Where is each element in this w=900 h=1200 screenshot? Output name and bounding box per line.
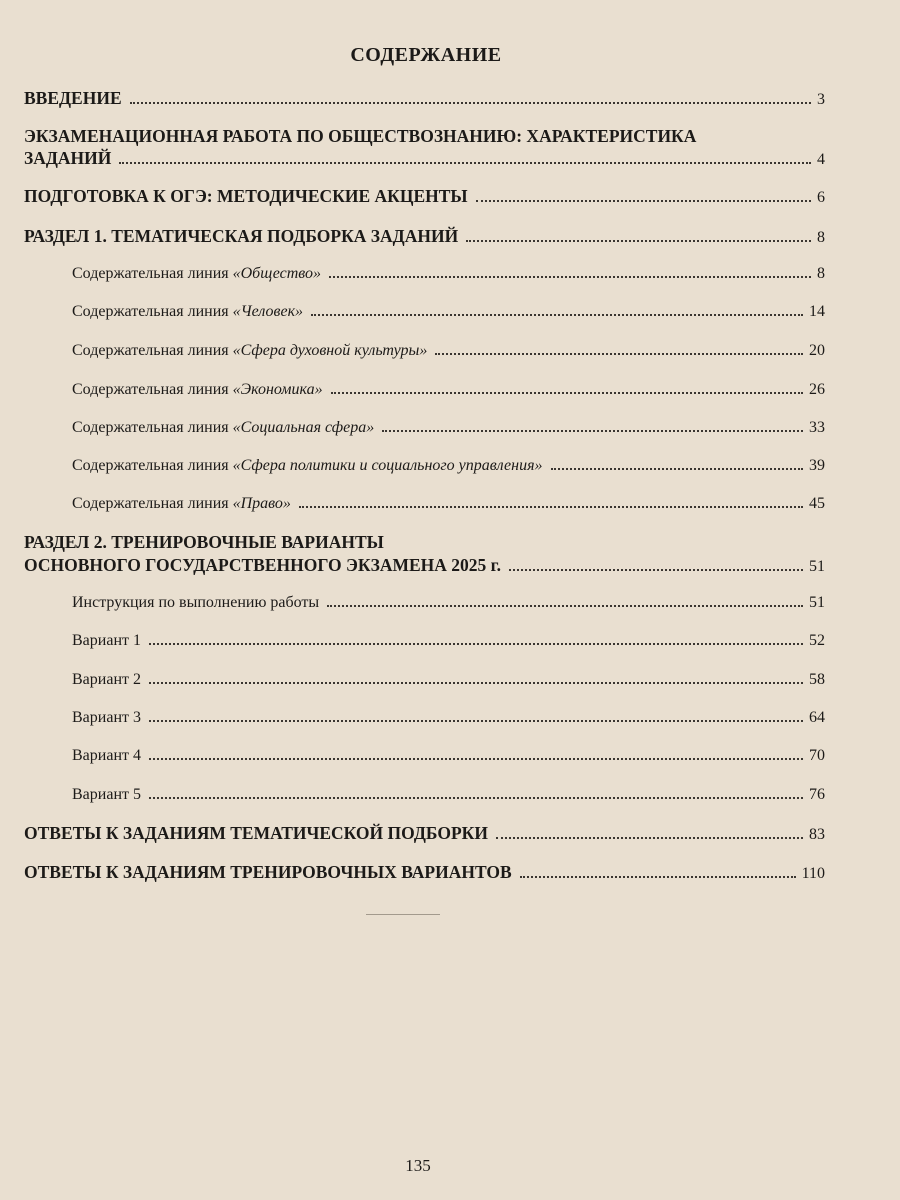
toc-page-number: 52 — [809, 632, 825, 649]
toc-page-number: 20 — [809, 342, 825, 359]
toc-page-number: 70 — [809, 747, 825, 764]
toc-entry-label: РАЗДЕЛ 1. ТЕМАТИЧЕСКАЯ ПОДБОРКА ЗАДАНИЙ — [24, 226, 459, 246]
toc-entry-label: Вариант 3 — [72, 709, 141, 726]
toc-page-number: 3 — [817, 91, 825, 108]
dot-leader — [435, 353, 803, 355]
toc-entry-preparation[interactable] — [24, 186, 825, 207]
dot-leader — [551, 468, 803, 470]
dot-leader — [130, 102, 811, 104]
toc-entry-label: Вариант 2 — [72, 671, 141, 688]
toc-page-number: 76 — [809, 786, 825, 803]
dot-leader — [509, 569, 803, 571]
toc-entry-section-2[interactable] — [24, 555, 825, 576]
topic-name: «Сфера политики и социального управления» — [232, 457, 543, 474]
divider-rule — [366, 914, 440, 915]
toc-page-number: 8 — [817, 265, 825, 282]
toc-entry-label: Вариант 4 — [72, 747, 141, 764]
toc-page-number: 83 — [809, 826, 825, 843]
toc-page-number: 64 — [809, 709, 825, 726]
toc-entry-variant[interactable] — [72, 632, 825, 650]
toc-page-number: 51 — [809, 558, 825, 575]
toc-entry-content-line[interactable] — [72, 381, 825, 399]
dot-leader — [331, 392, 803, 394]
toc-page-number: 26 — [809, 381, 825, 398]
toc-entry-label: Содержательная линия «Сфера духовной культуры» — [72, 342, 428, 359]
toc-entry-label: Содержательная линия «Право» — [72, 495, 291, 512]
toc-page-number: 51 — [809, 594, 825, 611]
toc-entry-label: Инструкция по выполнению работы — [72, 594, 320, 611]
toc-entry-label: ВВЕДЕНИЕ — [24, 88, 122, 108]
toc-page-number: 6 — [817, 189, 825, 206]
toc-entry-answers-variants[interactable] — [24, 862, 825, 883]
toc-entry-label: Содержательная линия «Экономика» — [72, 381, 323, 398]
toc-entry-content-line[interactable] — [72, 303, 825, 321]
topic-name: «Общество» — [232, 265, 321, 282]
toc-entry-label: Содержательная линия «Социальная сфера» — [72, 419, 375, 436]
toc-page-number: 58 — [809, 671, 825, 688]
dot-leader — [311, 314, 803, 316]
toc-entry-label: ОТВЕТЫ К ЗАДАНИЯМ ТЕМАТИЧЕСКОЙ ПОДБОРКИ — [24, 823, 488, 843]
dot-leader — [119, 162, 811, 164]
toc-entry-variant[interactable] — [72, 786, 825, 804]
toc-entry-label: ОТВЕТЫ К ЗАДАНИЯМ ТРЕНИРОВОЧНЫХ ВАРИАНТОВ — [24, 862, 512, 882]
dot-leader — [382, 430, 803, 432]
dot-leader — [149, 720, 803, 722]
dot-leader — [520, 876, 796, 878]
toc-page-number: 39 — [809, 457, 825, 474]
topic-name: «Социальная сфера» — [232, 419, 375, 436]
toc-entry-content-line[interactable] — [72, 265, 825, 283]
dot-leader — [149, 797, 803, 799]
dot-leader — [476, 200, 811, 202]
topic-name: «Право» — [232, 495, 291, 512]
toc-entry-content-line[interactable] — [72, 457, 825, 475]
dot-leader — [496, 837, 803, 839]
topic-name: «Человек» — [232, 303, 304, 320]
dot-leader — [327, 605, 803, 607]
topic-name: «Сфера духовной культуры» — [232, 342, 428, 359]
toc-entry-label: Содержательная линия «Сфера политики и социального управления» — [72, 457, 543, 474]
toc-entry-label: ПОДГОТОВКА К ОГЭ: МЕТОДИЧЕСКИЕ АКЦЕНТЫ — [24, 186, 468, 206]
dot-leader — [329, 276, 811, 278]
toc-entry-answers-thematic[interactable] — [24, 823, 825, 844]
page-number: 135 — [405, 1156, 431, 1175]
toc-page-number: 14 — [809, 303, 825, 320]
dot-leader — [149, 682, 803, 684]
toc-entry-label: Вариант 5 — [72, 786, 141, 803]
toc-entry-content-line[interactable] — [72, 342, 825, 360]
toc-entry-exam-work-line1: ЭКЗАМЕНАЦИОННАЯ РАБОТА ПО ОБЩЕСТВОЗНАНИЮ: ХАРАКТЕРИСТИКА — [24, 126, 697, 146]
dot-leader — [149, 643, 803, 645]
toc-page-number: 45 — [809, 495, 825, 512]
toc-entry-variant[interactable] — [72, 747, 825, 765]
dot-leader — [466, 240, 811, 242]
toc-page-number: 8 — [817, 229, 825, 246]
toc-entry-content-line[interactable] — [72, 495, 825, 513]
toc-page-number: 4 — [817, 151, 825, 168]
toc-entry-label: Содержательная линия «Человек» — [72, 303, 304, 320]
toc-entry-section-1[interactable] — [24, 226, 825, 247]
dot-leader — [299, 506, 803, 508]
topic-name: «Экономика» — [232, 381, 323, 398]
toc-page-number: 33 — [809, 419, 825, 436]
toc-entry-variant[interactable] — [72, 671, 825, 689]
toc-entry-label: Вариант 1 — [72, 632, 141, 649]
toc-entry-section-2-line1: РАЗДЕЛ 2. ТРЕНИРОВОЧНЫЕ ВАРИАНТЫ — [24, 532, 384, 552]
toc-entry-content-line[interactable] — [72, 419, 825, 437]
toc-entry-variant[interactable] — [72, 709, 825, 727]
toc-entry-introduction[interactable] — [24, 88, 825, 109]
toc-entry-label: Содержательная линия «Общество» — [72, 265, 321, 282]
page-title: СОДЕРЖАНИЕ — [350, 44, 502, 66]
toc-page-number: 110 — [801, 865, 825, 882]
toc-entry-instructions[interactable] — [72, 594, 825, 612]
toc-entry-label: ОСНОВНОГО ГОСУДАРСТВЕННОГО ЭКЗАМЕНА 2025 г. — [24, 555, 502, 575]
toc-entry-exam-work[interactable] — [24, 148, 825, 169]
dot-leader — [149, 758, 803, 760]
toc-entry-label: ЗАДАНИЙ — [24, 148, 112, 168]
